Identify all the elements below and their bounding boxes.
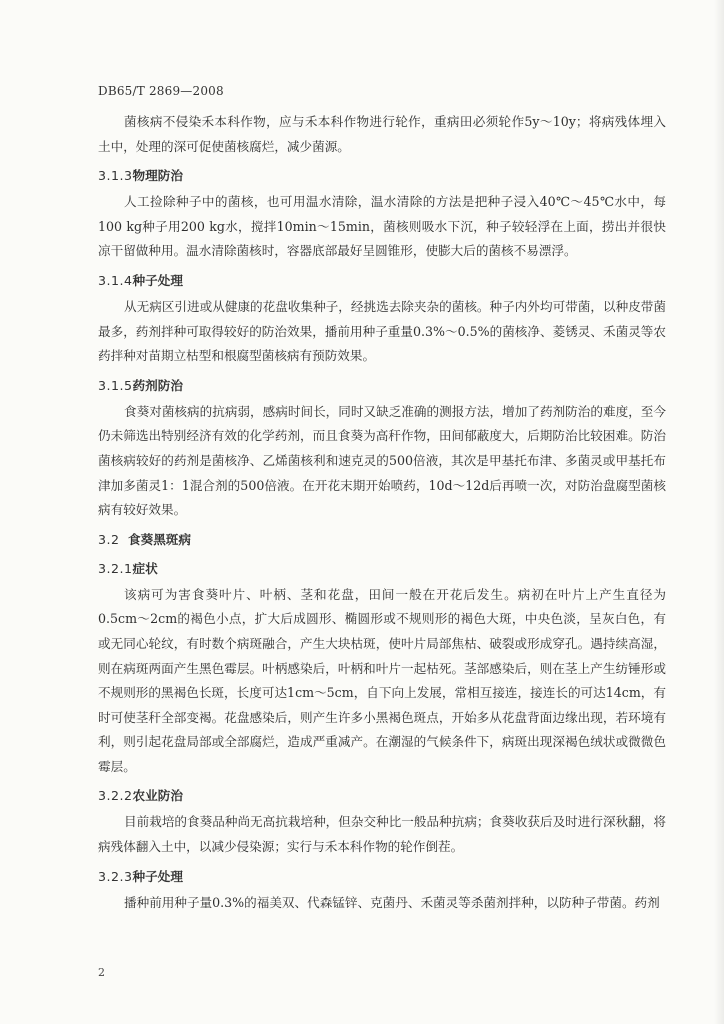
standard-code: DB65/T 2869—2008: [98, 84, 224, 98]
section-heading: [98, 554, 666, 583]
section-title: 农业防治: [132, 788, 183, 804]
section-number: 3.1.5: [98, 377, 133, 393]
section-number: 3.1.3: [98, 168, 133, 184]
paragraph: 目前栽培的食葵品种尚无高抗栽培种，但杂交种比一般品种抗病；食葵收获后及时进行深秋翻，将病残体翻入土中，以减少侵染源；实行与禾本科作物的轮作倒茬。: [98, 814, 666, 855]
paragraph: 从无病区引进或从健康的花盘收集种子，经挑选去除夹杂的菌核。种子内外均可带菌，以种皮带菌最多，药剂拌种可取得较好的防治效果，播前用种子重量0.3%～0.5%的菌核净、菱锈灵、禾菌灵等农药拌种对苗期立枯型和根腐型菌核病有预防效果。: [98, 298, 666, 364]
section-title: 症状: [132, 560, 158, 576]
scan-edge-shadow: [714, 0, 724, 1024]
section-title: 种子处理: [132, 868, 183, 884]
section-heading: [98, 781, 666, 810]
page-number: 2: [98, 966, 105, 979]
section-heading: [98, 266, 666, 295]
section-title: 食葵黑斑病: [128, 531, 191, 547]
section-number: 3.1.4: [98, 272, 133, 288]
section-heading: [98, 161, 666, 190]
section-heading: [98, 862, 666, 891]
section-number: 3.2.2: [98, 788, 133, 804]
paragraph: 食葵对菌核病的抗病弱，感病时间长，同时又缺乏准确的测报方法，增加了药剂防治的难度，至今仍未筛选出特别经济有效的化学药剂，而且食葵为高秆作物，田间郁蔽度大，后期防治比较困难。防治菌核病较好的药剂是菌核净、乙烯菌核利和速克灵的500倍液，其次是甲基托布津、多菌灵或甲基托布津加多菌灵1：1混合剂的500倍液。在开花末期开始喷药，10d～12d后再喷一次，对防治盘腐型菌核病有较好效果。: [98, 403, 666, 518]
section-number: 3.2.1: [98, 560, 133, 576]
paragraph: 人工捡除种子中的菌核，也可用温水清除，温水清除的方法是把种子浸入40℃～45℃水中，每100 kg种子用200 kg水，搅拌10min～15min，菌核则吸水下沉，种子较轻浮在上面，捞出并很快凉干留做种用。温水清除菌核时，容器底部最好呈圆锥形，使膨大后的菌核不易漂浮。: [98, 194, 666, 259]
body-text: [98, 110, 666, 915]
section-heading: [98, 525, 666, 554]
section-title: 种子处理: [132, 272, 183, 288]
paragraph: 菌核病不侵染禾本科作物，应与禾本科作物进行轮作，重病田必须轮作5y～10y；将病残体埋入土中，处理的深可促使菌核腐烂，减少菌源。: [98, 114, 666, 154]
paragraph: 该病可为害食葵叶片、叶柄、茎和花盘，田间一般在开花后发生。病初在叶片上产生直径为0.5cm～2cm的褐色小点，扩大后成圆形、椭圆形或不规则形的褐色大斑，中央色淡，呈灰白色，有或无同心轮纹，有时数个病斑融合，产生大块枯斑，使叶片局部焦枯、破裂或形成穿孔。遇持续高湿，则在病斑两面产生黑色霉层。叶柄感染后，叶柄和叶片一起枯死。茎部感染后，则在茎上产生纺锤形或不规则形的黑褐色长斑，长度可达1cm～5cm，自下向上发展，常相互接连，接连长的可达14cm，有时可使茎秆全部变褐。花盘感染后，则产生许多小黑褐色斑点，开始多从花盘背面边缘出现，若环境有利，则引起花盘局部或全部腐烂，造成严重减产。在潮湿的气候条件下，病斑出现深褐色绒状或微微色霉层。: [98, 586, 666, 774]
paragraph: 播种前用种子量0.3%的福美双、代森锰锌、克菌丹、禾菌灵等杀菌剂拌种，以防种子带菌。药剂: [124, 894, 660, 910]
section-title: 药剂防治: [132, 377, 183, 393]
section-title: 物理防治: [132, 168, 183, 184]
section-heading: [98, 371, 666, 400]
section-number: 3.2.3: [98, 868, 133, 884]
section-number: 3.2: [98, 531, 120, 547]
